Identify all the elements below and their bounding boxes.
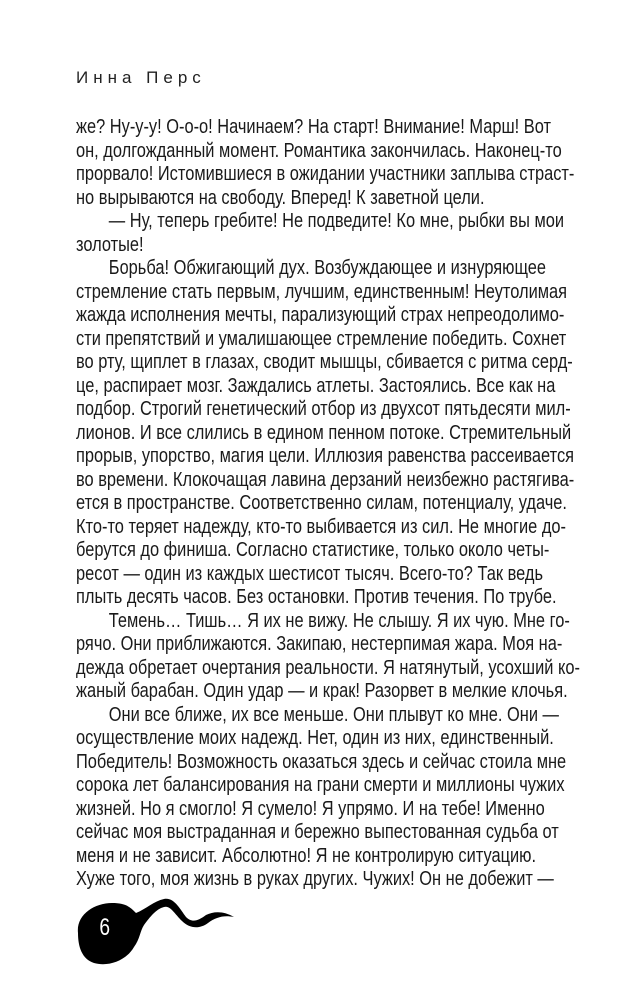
text-line: Они все ближе, их все меньше. Они плывут ко мне. Они — [108,703,559,726]
text-line: ресот — один из каждых шестисот тысяч. Всего-то? Так ведь [76,562,544,585]
text-line: ется в пространстве. Соответственно силам, потенциалу, удаче. [76,492,567,514]
text-line: но вырываются на свободу. Вперед! К заветной цели. [76,186,485,209]
text-line: осуществление моих надежд. Нет, один из них, единственный. [76,727,554,749]
text-line: жажда исполнения мечты, парализующий страх непреодолимо- [76,304,565,326]
text-line: он, долгожданный момент. Романтика закончилась. Наконец-то [76,139,562,162]
body-text [76,116,580,892]
text-line: Темень… Тишь… Я их не вижу. Не слышу. Я их чую. Мне го- [108,609,570,632]
text-line: Борьба! Обжигающий дух. Возбуждающее и изнуряющее [108,257,547,279]
text-line: прорыв, упорство, магия цели. Иллюзия равенства рассеивается [76,445,575,467]
text-line: сти препятствий и умалишающее стремление победить. Сохнет [76,327,567,350]
text-line: плыть десять часов. Без остановки. Против течения. По трубе. [76,586,557,608]
text-line: подбор. Строгий генетический отбор из двухсот пятьдесяти мил- [76,398,571,420]
text-line: во времени. Клокочащая лавина дерзаний неизбежно растягива- [76,468,575,491]
text-line: це, распирает мозг. Заждались атлеты. Застоялись. Все как на [76,374,556,397]
text-line: же? Ну-у-у! О-о-о! Начинаем? На старт! Внимание! Марш! Вот [76,116,551,138]
text-line: дежда обретает очертания реальности. Я натянутый, усохший ко- [76,656,580,679]
text-line: Победитель! Возможность оказаться здесь и сейчас стоила мне [76,750,567,773]
text-line: стремление стать первым, лучшим, единственным! Неутолимая [76,280,568,303]
text-line: Кто-то теряет надежду, кто-то выбивается из сил. Не многие до- [76,515,567,538]
text-line: — Ну, теперь гребите! Не подведите! Ко мне, рыбки вы мои [108,210,565,232]
running-header-author: Инна Перс [76,68,206,87]
text-line: берутся до финиша. Согласно статистике, только около четы- [76,539,550,561]
text-line: жаный барабан. Один удар — и крак! Разорвет в мелкие клочья. [76,680,568,702]
text-line: прорвало! Истомившиеся в ожидании участники заплыва страст- [76,163,575,185]
text-line: рячо. Они приближаются. Закипаю, нестерпимая жара. Моя на- [76,633,563,655]
text-line: сорока лет балансирования на грани смерти и миллионы чужих [76,774,565,796]
text-line: золотые! [76,233,144,256]
text-line: жизней. Но я смогло! Я сумело! Я упрямо. И на тебе! Именно [76,797,545,820]
text-line: лионов. И все слились в едином пенном потоке. Стремительный [76,421,572,444]
text-line: во рту, щиплет в глазах, сводит мышцы, сбивается с ритма серд- [76,351,573,373]
page-number: 6 [99,914,111,941]
text-line: меня и не зависит. Абсолютно! Я не контролирую ситуацию. [76,844,537,867]
text-line: Хуже того, моя жизнь в руках других. Чужих! Он не добежит — [76,868,554,890]
text-line: сейчас моя выстраданная и бережно выпестованная судьба от [76,821,559,843]
